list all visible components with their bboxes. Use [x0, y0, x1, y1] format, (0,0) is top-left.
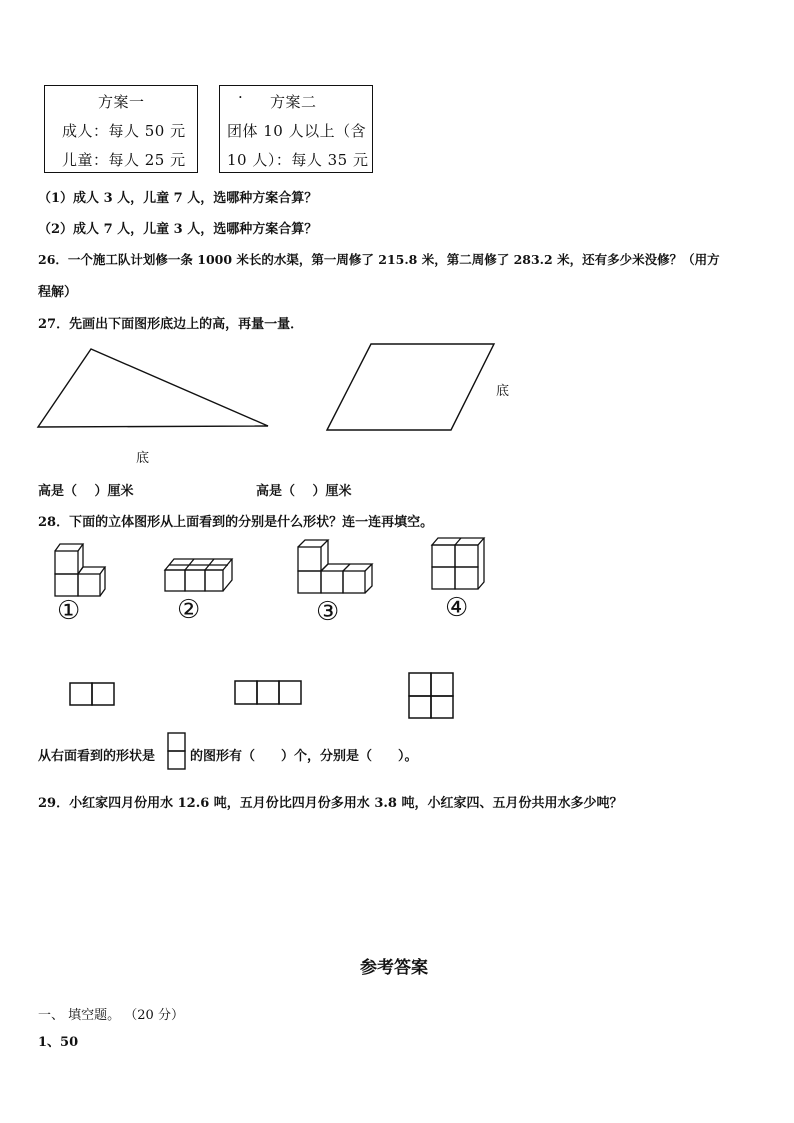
- plan2-title: 方案二: [270, 93, 317, 111]
- parallelogram-base-label: 底: [496, 384, 510, 399]
- answers-section1: 一、 填空题。 （20 分）: [38, 1008, 184, 1023]
- plan1-line2: 儿童：每人 25 元: [62, 151, 186, 169]
- q27-text: 27．先画出下面图形底边上的高，再量一量．: [38, 317, 304, 332]
- plan2-dot: ·: [238, 88, 244, 106]
- q27-answer-right: 高是（ ）厘米: [256, 484, 352, 499]
- triangle-base-label: 底: [136, 451, 150, 466]
- answers-title: 参考答案: [360, 958, 428, 978]
- q25-sub2: （2）成人 7 人，儿童 3 人，选哪种方案合算？: [38, 222, 318, 237]
- q25-sub1: （1）成人 3 人，儿童 7 人，选哪种方案合算？: [38, 191, 318, 206]
- q28-text: 28．下面的立体图形从上面看到的分别是什么形状？连一连再填空。: [38, 515, 434, 530]
- figure-label-3: ③: [316, 597, 340, 627]
- plan1-title: 方案一: [98, 93, 145, 111]
- figure-label-1: ①: [57, 596, 81, 626]
- q28-fill-suffix: 的图形有（ ）个，分别是（ ）。: [190, 749, 418, 764]
- plan1-line1: 成人：每人 50 元: [62, 122, 186, 140]
- plan2-line1: 团体 10 人以上（含: [227, 122, 367, 140]
- q29-text: 29．小红家四月份用水 12.6 吨，五月份比四月份多用水 3.8 吨，小红家四、五月份共用水多少吨？: [38, 796, 623, 811]
- q28-fill-prefix: 从右面看到的形状是: [38, 749, 156, 764]
- figure-label-4: ④: [445, 593, 469, 623]
- answers-item1: 1、50: [38, 1035, 79, 1050]
- q26-line2: 程解）: [38, 285, 78, 300]
- figure-label-2: ②: [177, 595, 201, 625]
- plan2-line2: 10 人）：每人 35 元: [227, 151, 369, 169]
- q26-line1: 26．一个施工队计划修一条 1000 米长的水渠，第一周修了 215.8 米，第二周修了 283.2 米，还有多少米没修？（用方: [38, 252, 720, 267]
- q27-answer-left: 高是（ ）厘米: [38, 484, 134, 499]
